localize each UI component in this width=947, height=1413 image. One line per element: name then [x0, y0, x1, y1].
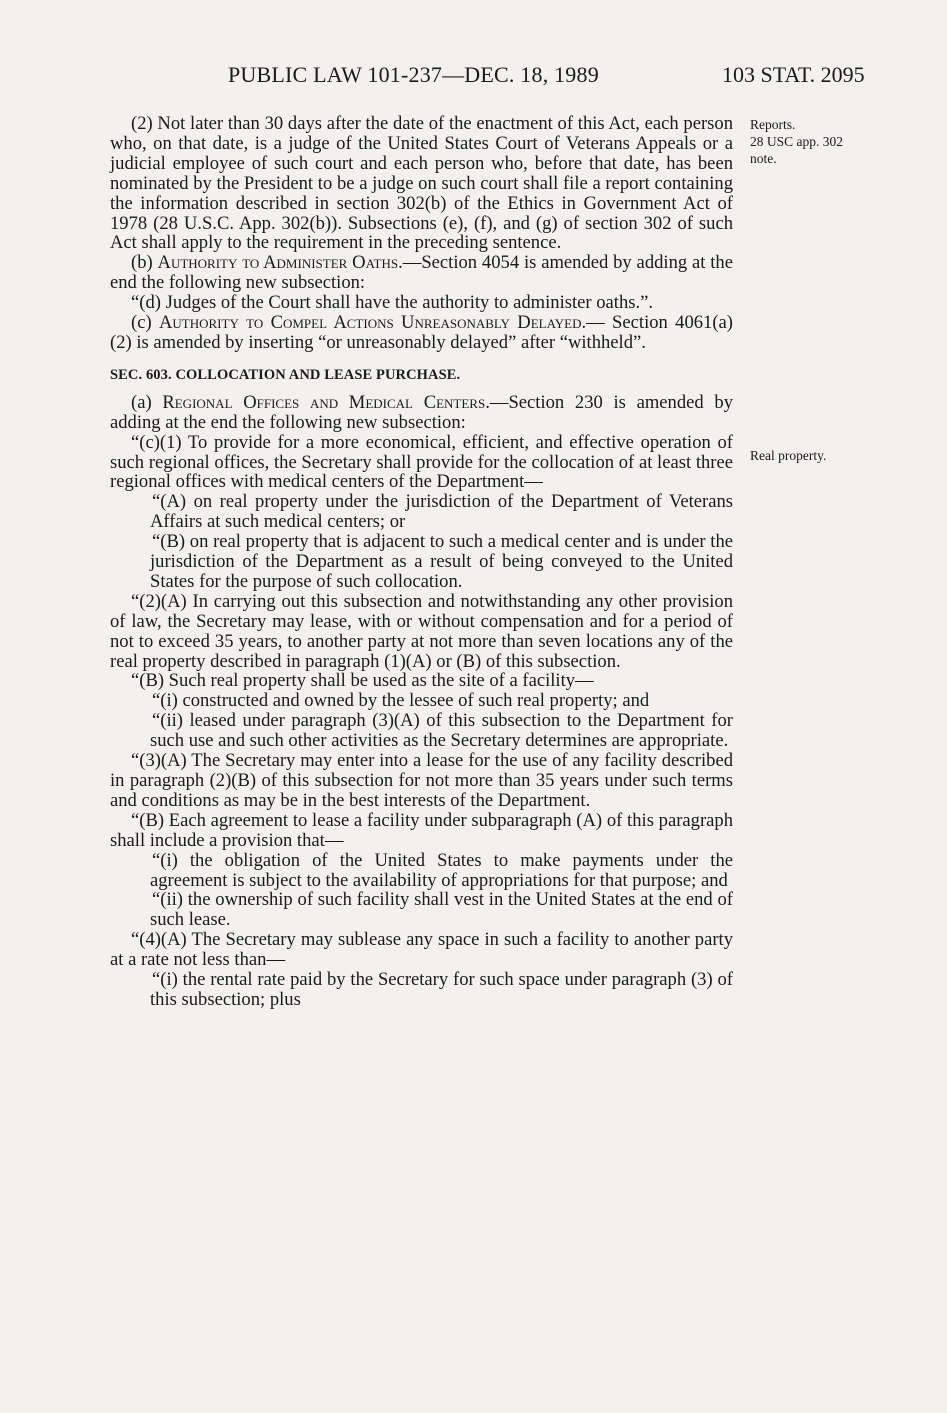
- section-heading: SEC. 603. COLLOCATION AND LEASE PURCHASE.: [110, 366, 461, 383]
- clause-ii-ownership: “(ii) the ownership of such facility shall vest in the United States at the end of such lease.: [150, 889, 733, 931]
- body-text: [110, 114, 733, 1010]
- subsection-heading: Authority to Administer Oaths.: [157, 252, 403, 274]
- paragraph-label: (a): [131, 391, 163, 413]
- subsection-heading: Authority to Compel Actions Unreasonably Delayed.: [158, 312, 587, 334]
- paragraph-d: “(d) Judges of the Court shall have the authority to administer oaths.”.: [131, 292, 654, 314]
- margin-note-real-property: Real property.: [750, 448, 827, 463]
- margin-note-line: note.: [750, 151, 777, 166]
- clause-ii: “(ii) leased under paragraph (3)(A) of this subsection to the Department for such use and such other activities as the Secretary determines are appropriate.: [150, 710, 733, 752]
- clause-i-rental: “(i) the rental rate paid by the Secretary for such space under paragraph (3) of this subsection; plus: [150, 969, 733, 1010]
- margin-note-line: 28 USC app. 302: [750, 134, 844, 149]
- running-header-page-number: 103 STAT. 2095: [722, 62, 865, 87]
- paragraph-text: — Section 4061(a)(2) is amended by inserting “or unreasonably delayed” after “withheld”.: [110, 312, 733, 353]
- paragraph-2B: “(B) Such real property shall be used as the site of a facility—: [131, 670, 594, 692]
- running-header-title: PUBLIC LAW 101-237—DEC. 18, 1989: [228, 62, 599, 87]
- paragraph-4A: “(4)(A) The Secretary may sublease any space in such a facility to another party at a rate not less than—: [110, 929, 733, 971]
- paragraph-3B: “(B) Each agreement to lease a facility under subparagraph (A) of this paragraph shall include a provision that—: [110, 809, 733, 851]
- clause-B: “(B) on real property that is adjacent to such a medical center and is under the jurisdiction of the Department as a result of being conveyed to the United States for the purpose of such collocation.: [150, 531, 733, 592]
- paragraph-a: [110, 393, 733, 433]
- margin-note-reports: [750, 116, 880, 167]
- paragraph-c: [110, 313, 733, 353]
- clause-i-obligation: “(i) the obligation of the United States to make payments under the agreement is subject to the availability of appropriations for that purpose; and: [150, 849, 733, 891]
- paragraph-2A: “(2)(A) In carrying out this subsection and notwithstanding any other provision of law, the Secretary may lease, with or without compensation and for a period of not to exceed 35 years, to another party at not more than seven locations any of the real property described in paragraph (1)(A) or (B) of this subsection.: [110, 590, 733, 672]
- paragraph-text: —Section 230 is amended by adding at the end the following new subsection:: [110, 391, 733, 433]
- paragraph-text: —Section 4054 is amended by adding at the end the following new subsection:: [110, 252, 733, 294]
- clause-i: “(i) constructed and owned by the lessee of such real property; and: [152, 690, 650, 712]
- paragraph-b: [110, 253, 733, 293]
- paragraph-c1: “(c)(1) To provide for a more economical, efficient, and effective operation of such regional offices, the Secretary shall provide for the collocation of at least three regional offices with medical centers of the Department—: [110, 431, 733, 493]
- paragraph-3A: “(3)(A) The Secretary may enter into a lease for the use of any facility described in paragraph (2)(B) of this subsection for not more than 35 years under such terms and conditions as may be in the best interests of the Department.: [110, 750, 733, 811]
- paragraph-label: (c): [131, 312, 159, 334]
- subsection-heading: Regional Offices and Medical Centers.: [162, 391, 490, 413]
- clause-A: “(A) on real property under the jurisdiction of the Department of Veterans Affairs at such medical centers; or: [150, 491, 733, 533]
- margin-note-line: Reports.: [750, 117, 796, 132]
- paragraph-label: (b): [131, 252, 158, 274]
- paragraph-2: (2) Not later than 30 days after the date of the enactment of this Act, each person who, on that date, is a judge of the United States Court of Veterans Appeals or a judicial employee of such court and each person who, before that date, has been nominated by the President to be a judge on such court shall file a report containing the information described in section 302(b) of the Ethics in Government Act of 1978 (28 U.S.C. App. 302(b)). Subsections (e), (f), and (g) of section 302 of such Act shall apply to the requirement in the preceding sentence.: [110, 113, 733, 254]
